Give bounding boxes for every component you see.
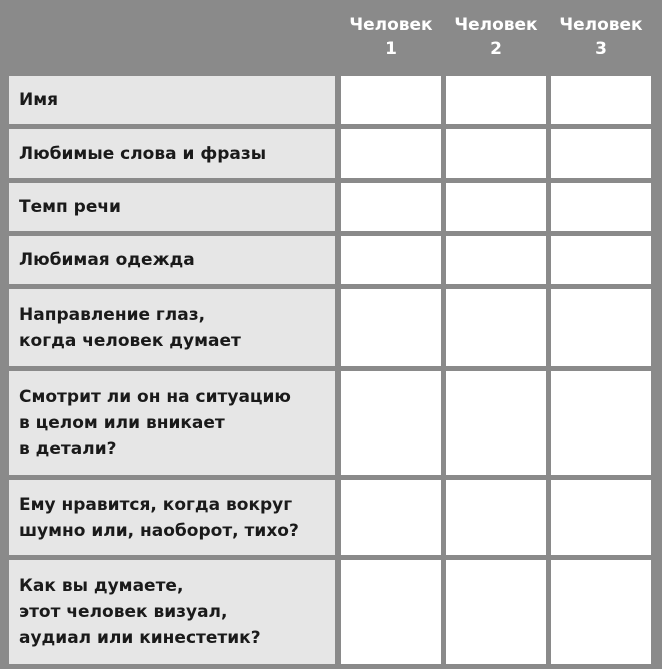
column-header-number: 2 (490, 39, 502, 59)
row-label-text: Любимые слова и фразы (19, 143, 267, 164)
row-label-text: Смотрит ли он на ситуацию в целом или вникает в детали? (19, 387, 291, 459)
row-label-text: Как вы думаете, этот человек визуал, аудиал или кинестетик? (19, 576, 261, 648)
answer-cell-row5-person1[interactable] (341, 289, 441, 366)
row-label-noise-preference (9, 480, 335, 555)
row-label-text: Темп речи (19, 197, 121, 217)
answer-cell-row7-person2[interactable] (446, 480, 546, 555)
row-label-text: Любимая одежда (19, 250, 195, 270)
row-label-favorite-clothes (9, 236, 335, 284)
answer-cell-row5-person3[interactable] (551, 289, 651, 366)
answer-cell-row4-person1[interactable] (341, 236, 441, 284)
answer-cell-row5-person2[interactable] (446, 289, 546, 366)
answer-cell-row2-person2[interactable] (446, 129, 546, 178)
row-label-text: Ему нравится, когда вокруг шумно или, наоборот, тихо? (19, 494, 299, 541)
row-label-big-picture-or-details (9, 371, 335, 475)
answer-cell-row7-person3[interactable] (551, 480, 651, 555)
column-header-person-1 (341, 0, 441, 72)
row-label-text: Имя (19, 90, 59, 110)
column-header-person-2 (446, 0, 546, 72)
column-header-person-3 (551, 0, 651, 72)
answer-cell-row3-person2[interactable] (446, 183, 546, 231)
answer-cell-row8-person2[interactable] (446, 560, 546, 664)
answer-cell-row4-person2[interactable] (446, 236, 546, 284)
column-header-title: Человек (349, 15, 433, 35)
row-label-perception-type (9, 560, 335, 664)
column-header-title: Человек (559, 15, 643, 35)
answer-cell-row8-person1[interactable] (341, 560, 441, 664)
answer-cell-row2-person1[interactable] (341, 129, 441, 178)
answer-cell-row6-person3[interactable] (551, 371, 651, 475)
row-label-eye-direction (9, 289, 335, 366)
column-header-number: 3 (595, 39, 607, 59)
row-label-text: Направление глаз, когда человек думает (19, 304, 241, 351)
row-label-name (9, 76, 335, 124)
answer-cell-row3-person1[interactable] (341, 183, 441, 231)
answer-cell-row1-person2[interactable] (446, 76, 546, 124)
answer-cell-row6-person2[interactable] (446, 371, 546, 475)
answer-cell-row6-person1[interactable] (341, 371, 441, 475)
answer-cell-row1-person1[interactable] (341, 76, 441, 124)
answer-cell-row1-person3[interactable] (551, 76, 651, 124)
row-label-favorite-words (9, 129, 335, 178)
column-header-title: Человек (454, 15, 538, 35)
column-header-number: 1 (385, 39, 397, 59)
answer-cell-row4-person3[interactable] (551, 236, 651, 284)
answer-cell-row2-person3[interactable] (551, 129, 651, 178)
answer-cell-row8-person3[interactable] (551, 560, 651, 664)
row-label-speech-tempo (9, 183, 335, 231)
answer-cell-row7-person1[interactable] (341, 480, 441, 555)
answer-cell-row3-person3[interactable] (551, 183, 651, 231)
